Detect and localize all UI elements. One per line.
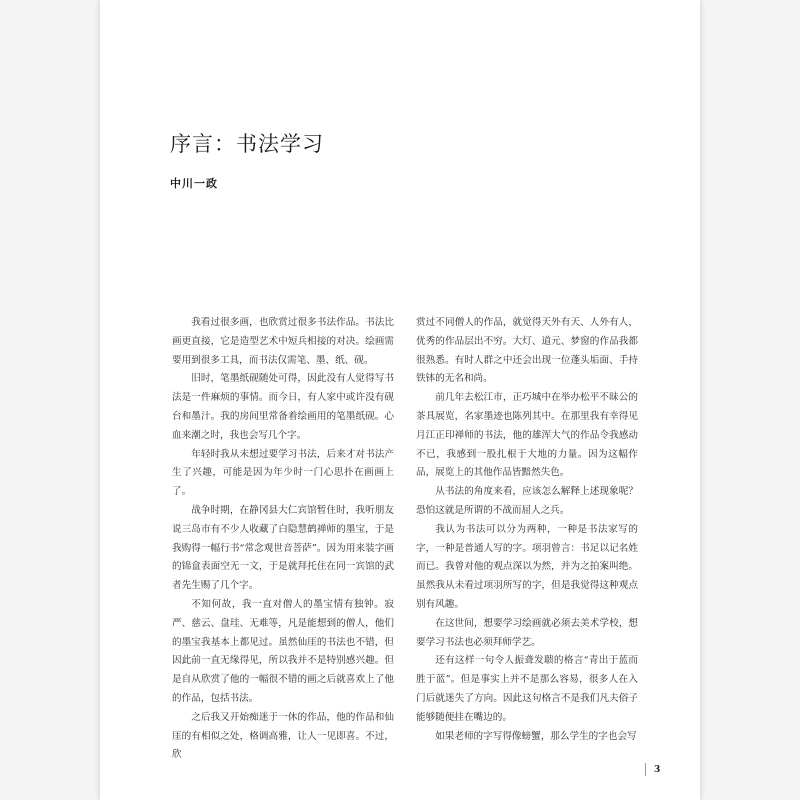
paragraph: 在这世间，想要学习绘画就必须去美术学校，想要学习书法也必须拜师学艺。 [416,617,638,648]
page-number: 3 [654,764,661,775]
right-text-column [416,314,638,746]
left-text-column [172,314,394,765]
paragraph: 不知何故，我一直对僧人的墨宝情有独钟。寂严、慈云、盘珪、无难等，凡是能想到的僧人，他们的墨宝我基本上都见过。虽然仙厓的书法也不错，但因此前一直无缘得见，所以我并不是特别感兴趣。但是自从欣赏了他的一幅很不错的画之后就喜欢上了他的作品，包括书法。 [172,598,394,704]
paragraph: 战争时期，在静冈县大仁宾馆暂住时，我听朋友说三岛市有不少人收藏了白隐慧鹤禅师的墨宝，于是我购得一幅行书“常念观世音菩萨”。因为用来装字画的锦盒表面空无一文，于是就拜托住在同一宾馆的武者先生赐了几个字。 [172,504,394,592]
chapter-title: 序言：书法学习 [170,132,324,156]
paragraph: 从书法的角度来看，应该怎么解释上述现象呢？恐怕这就是所谓的不战而屈人之兵。 [416,486,638,516]
paragraph: 我看过很多画，也欣赏过很多书法作品。书法比画更直接，它是造型艺术中短兵相接的对决。绘画需要用到很多工具，而书法仅需笔、墨、纸、砚。 [172,317,394,366]
paragraph: 还有这样一句令人振聋发聩的格言“青出于蓝而胜于蓝”。但是事实上并不是那么容易，很多人在入门后就迷失了方向。因此这句格言不是我们凡夫俗子能够随便挂在嘴边的。 [416,655,638,723]
page-number-area [645,763,660,776]
paragraph-continued: 赏过不同僧人的作品，就觉得天外有天、人外有人，优秀的作品层出不穷。大灯、道元、梦窗的作品我都很熟悉。有时人群之中还会出现一位蓬头垢面、手持铁钵的无名和尚。 [416,317,638,385]
paragraph: 前几年去松江市，正巧城中在举办松平不昧公的茶具展览，名家墨迹也陈列其中。在那里我有幸得见月江正印禅师的书法，他的雄浑大气的作品令我感动不已，我感到一股扎根于大地的力量。因为这幅作品，展览上的其他作品皆黯然失色。 [416,392,638,479]
paragraph: 年轻时我从未想过要学习书法，后来才对书法产生了兴趣，可能是因为年少时一门心思扑在画画上了。 [172,448,394,498]
paragraph: 我认为书法可以分为两种，一种是书法家写的字，一种是普通人写的字。项羽曾言：书足以记名姓而已。我曾对他的观点深以为然，并为之拍案叫绝。虽然我从未看过项羽所写的字，但是我觉得这种观点别有风趣。 [416,523,638,610]
paragraph: 如果老师的字写得像螃蟹，那么学生的字也会写 [435,730,637,742]
paragraph: 旧时，笔墨纸砚随处可得，因此没有人觉得写书法是一件麻烦的事情。而今日，有人家中或许没有砚台和墨汁。我的房间里常备着绘画用的笔墨纸砚。心血来潮之时，我也会写几个字。 [172,373,394,441]
page-number-divider [645,763,646,776]
paragraph: 之后我又开始痴迷于一休的作品，他的作品和仙厓的有相似之处，格调高雅，让人一见即喜。不过，欣 [172,711,394,761]
book-page [100,0,700,800]
author-name: 中川一政 [170,177,218,190]
